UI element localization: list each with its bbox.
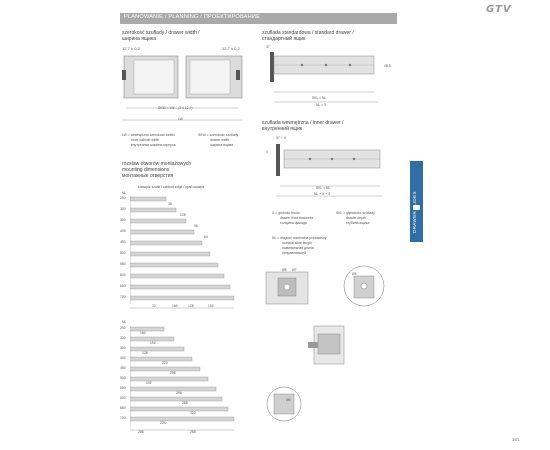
detail-d3: Ø5 (352, 272, 357, 276)
mounting-title-1: rozstaw otworów montażowych (122, 161, 192, 167)
legend-skw-3: ширина ящика (210, 143, 234, 147)
mounting-table-bottom (120, 326, 236, 440)
drawer-width-title-1: szerokość szuflady / drawer width / (122, 30, 200, 36)
standard-nl: NL = 3 (316, 103, 326, 107)
dim-value: 224 (160, 421, 166, 425)
row-label: 550 (120, 262, 126, 266)
dim-value: 128 (142, 351, 148, 355)
dim-value: 320 (190, 411, 196, 415)
inner-drawer-title-1: szuflada wewnętrzna / inner drawer / (262, 120, 344, 126)
dim-value: 192 (146, 381, 152, 385)
legend-x-2: drawer front thickness (280, 216, 314, 220)
row-label: 300 (120, 336, 126, 340)
dim-value: 192 (150, 341, 156, 345)
row-label: 300 (120, 207, 126, 211)
row-label: 450 (120, 366, 126, 370)
dim-value: 288 (138, 430, 144, 434)
dim-value: 288 (190, 430, 196, 434)
inner-skl: SKL ≈ NL (316, 186, 331, 190)
standard-drawer-title-1: szuflada standardowa / standard drawer / (262, 30, 354, 36)
row-label: 650 (120, 284, 126, 288)
dim-value: 128 (188, 304, 194, 308)
legend-lw-3: внутренняя ширина корпуса (131, 143, 176, 147)
section-header (120, 13, 397, 24)
legend-nl-2: nominal slide length (282, 241, 312, 245)
section-header-text: PLANOWANIE / PLANNING / ПРОЕКТИРОВАНИЕ (124, 14, 261, 20)
legend-skw-1: SKW = szerokość szuflady (198, 133, 239, 137)
standard-skl: SKL ≈ NL (312, 96, 327, 100)
legend-lw-2: inner cabinet width (131, 138, 160, 142)
row-label: 250 (120, 326, 126, 330)
dim-value: 32 (152, 304, 156, 308)
detail-drawing-4 (262, 384, 306, 424)
legend-x-1: X = grubość frontu (272, 211, 300, 215)
drawer-width-title-2: ширина ящика (122, 36, 157, 42)
legend-skl-3: глубина ящика (346, 221, 370, 225)
row-label: 500 (120, 376, 126, 380)
dim-value: 288 (182, 401, 188, 405)
row-label: 350 (120, 218, 126, 222)
row-label: 400 (120, 229, 126, 233)
brand-logo: GTV (486, 4, 512, 15)
nl-label-top: NL (122, 191, 127, 195)
detail-d1: Ø5 (282, 268, 287, 272)
page-number: 161 (512, 437, 520, 442)
legend-skw-2: drawer width (210, 138, 230, 142)
inner-nl: NL + X + 3 (314, 192, 331, 196)
row-label: 450 (120, 240, 126, 244)
row-label: 650 (120, 406, 126, 410)
row-label: 250 (120, 196, 126, 200)
dim-value: 64 (204, 235, 208, 239)
drawer-width-formula: SKW = LW – (2 x 12,7) (158, 106, 193, 110)
cabinet-edge-label: krawędź szafki / cabinet edge / край шкафа (138, 185, 205, 189)
row-label: 400 (120, 356, 126, 360)
row-label: 600 (120, 396, 126, 400)
detail-drawing-1 (264, 266, 310, 308)
row-label: 700 (120, 416, 126, 420)
standard-drawer-title-2: стандартный ящик (262, 36, 306, 42)
dim-value: 256 (176, 391, 182, 395)
dim-value: 256 (170, 371, 176, 375)
nl-label-bottom: NL (122, 320, 127, 324)
legend-skl-2: drawer depth (346, 216, 366, 220)
row-label: 550 (120, 386, 126, 390)
legend-lw-1: LW = wewnętrzna szerokość szafki (122, 133, 175, 137)
drawer-width-diagram (118, 50, 248, 126)
detail-d2: Ø7 (292, 268, 297, 272)
legend-nl-1: NL = długość nominalna prowadnicy (272, 236, 327, 240)
row-label: 600 (120, 273, 126, 277)
legend-x-3: толщина фасада (280, 221, 307, 225)
detail-drawing-2 (340, 262, 388, 310)
lw-label: LW (178, 117, 183, 121)
dim-left: 12,7 ± 0,2 (122, 46, 140, 51)
row-label: 700 (120, 295, 126, 299)
legend-nl-4: направляющей (282, 251, 306, 255)
drawer-slides-tab (410, 161, 423, 242)
dim-value: 160 (140, 331, 146, 335)
row-label: 350 (120, 346, 126, 350)
dim-value: 160 (172, 304, 178, 308)
inner-dim-top: 37 + X (276, 136, 286, 140)
dim-value: 128 (180, 213, 186, 217)
standard-dim-side: 45,5 (384, 64, 391, 68)
row-label: 500 (120, 251, 126, 255)
inner-drawer-title-2: внутренний ящик (262, 126, 303, 132)
detail-d4: Ø6 (286, 398, 291, 402)
dim-value: 192 (208, 304, 214, 308)
legend-skl-1: SKL = głębokość szuflady (336, 211, 375, 215)
dim-value: 224 (162, 361, 168, 365)
standard-dim-top: 37 (266, 45, 270, 49)
dim-right: 12,7 ± 0,2 (222, 46, 240, 51)
mounting-title-3: монтажные отверстия (122, 173, 174, 179)
inner-dim-side: X (266, 150, 269, 154)
legend-nl-3: номинальная длина (282, 246, 314, 250)
mounting-table-top (120, 196, 236, 314)
side-tab-label: DRAWER SLIDES (412, 191, 417, 233)
detail-drawing-3 (304, 322, 354, 368)
mounting-title-2: mounting dimensions (122, 167, 170, 173)
dim-value: 96 (194, 224, 198, 228)
dim-value: 35 (168, 202, 172, 206)
